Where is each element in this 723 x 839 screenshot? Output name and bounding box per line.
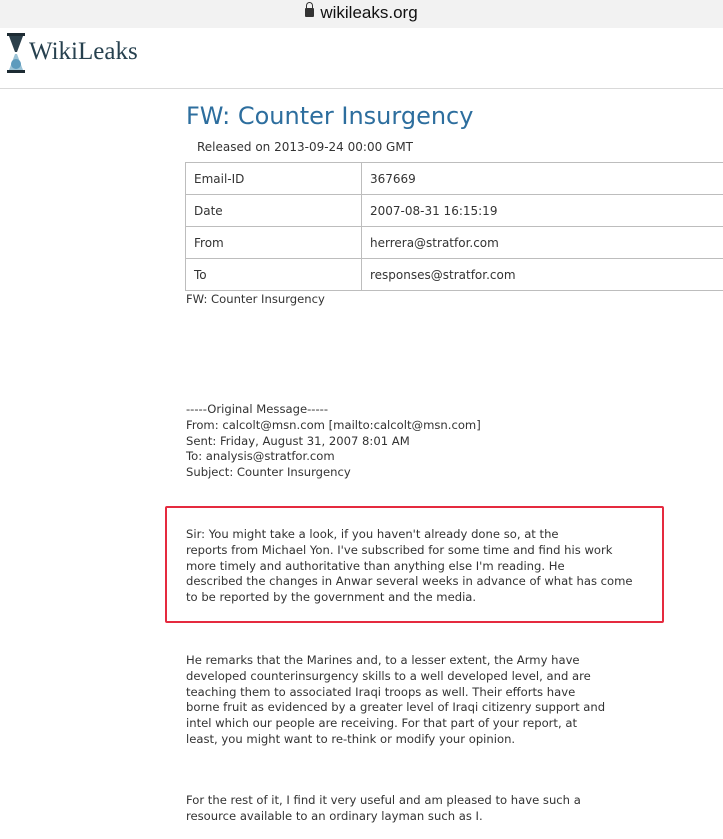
email-metadata-table [185,162,723,291]
table-row [186,163,723,195]
field-label: From [186,227,362,259]
email-paragraph-3: For the rest of it, I find it very useful and am pleased to have such a resource available to an ordinary layman such as I. [186,793,581,823]
field-label: To [186,259,362,291]
field-value: 2007-08-31 16:15:19 [362,195,723,227]
email-paragraph-2: He remarks that the Marines and, to a lesser extent, the Army have developed counterinsurgency skills to a well developed level, and are teaching them to associated Iraqi troops as well. Their efforts have borne fruit as evidenced by a greater level of Iraqi citizenry support and intel which our people are receiving. For that part of your report, at least, you might want to re-think or modify your opinion. [186,653,606,746]
page-title: FW: Counter Insurgency [186,102,474,130]
field-value: responses@stratfor.com [362,259,723,291]
table-row [186,259,723,291]
field-value: herrera@stratfor.com [362,227,723,259]
address-bar[interactable] [0,0,723,28]
field-value: 367669 [362,163,723,195]
table-row [186,227,723,259]
email-paragraph-1: Sir: You might take a look, if you haven't already done so, at the reports from Michael Yon. I've subscribed for some time and find his work more timely and authoritative than anything else I'm reading. He described the changes in Anwar several weeks in advance of what has come to be reported by the government and the media. [186,527,633,605]
field-label: Email-ID [186,163,362,195]
release-date: Released on 2013-09-24 00:00 GMT [197,140,414,154]
url-text[interactable]: wikileaks.org [320,3,418,22]
site-header [0,28,723,89]
original-message-header: -----Original Message----- From: calcolt@msn.com [mailto:calcolt@msn.com] Sent: Friday, August 31, 2007 8:01 AM To: analysis@stratfor.com Subject: Counter Insurgency [186,402,481,480]
email-subject-line: FW: Counter Insurgency [186,292,325,306]
site-logo[interactable]: WikiLeaks [29,38,138,65]
field-label: Date [186,195,362,227]
table-row [186,195,723,227]
lock-icon [305,8,314,17]
hourglass-globe-icon[interactable] [6,32,26,74]
